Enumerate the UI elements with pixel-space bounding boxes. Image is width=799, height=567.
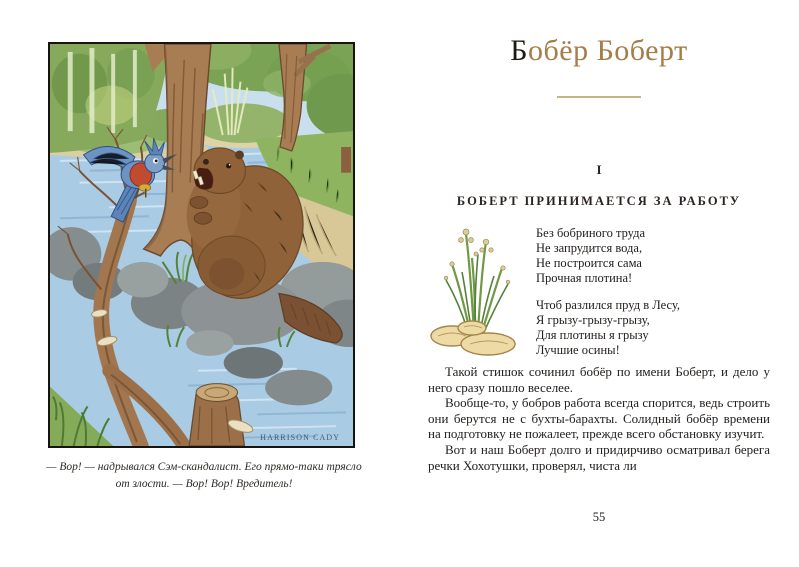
poem-line: Не построится сама	[536, 256, 642, 270]
poem-line: Чтоб разлился пруд в Лесу,	[536, 298, 680, 312]
grass-clump-illustration	[424, 220, 528, 358]
poem-stanza-1	[536, 226, 680, 286]
caption-line-2: от злости. — Вор! Вор! Вредитель!	[115, 478, 293, 490]
poem	[536, 220, 680, 370]
paragraph: Вот и наш Боберт долго и придирчиво осматривал берега речки Хохотушки, проверял, чиста ли	[428, 441, 770, 473]
poem-line: Я грызу-грызу-грызу,	[536, 313, 650, 327]
poem-block	[424, 220, 770, 370]
poem-line: Прочная плотина!	[536, 271, 633, 285]
caption-line-1: — Вор! — надрывался Сэм-скандалист. Его прямо-таки трясло	[46, 461, 362, 473]
illustrator-signature: HARRISON CADY	[260, 433, 341, 443]
chapter-title-rest: обёр Боберт	[528, 34, 688, 67]
chapter-title	[428, 34, 770, 68]
paragraph: Вообще-то, у бобров работа всегда спорится, ведь строить они берутся не с бухты-барахты. Солидный бобёр времени на подготовку не пожалеет, прежде всего обстановку изучит.	[428, 395, 770, 442]
page-number: 55	[592, 510, 606, 524]
title-divider	[557, 96, 641, 98]
poem-line: Без бобриного труда	[536, 226, 646, 240]
beaver-illustration	[50, 44, 353, 446]
section-number: I	[596, 162, 602, 177]
poem-line: Не запрудится вода,	[536, 241, 643, 255]
paragraph: Такой стишок сочинил бобёр по имени Боберт, и дело у него сразу пошло веселее.	[428, 364, 770, 395]
poem-stanza-2	[536, 298, 680, 358]
poem-line: Лучшие осины!	[536, 343, 620, 357]
illustration-frame	[48, 42, 355, 448]
illustration-caption	[6, 459, 402, 493]
chapter-title-initial: Б	[510, 34, 528, 67]
body-text	[428, 364, 770, 473]
poem-line: Для плотины я грызу	[536, 328, 649, 342]
section-heading: БОБЕРТ ПРИНИМАЕТСЯ ЗА РАБОТУ	[456, 194, 742, 208]
